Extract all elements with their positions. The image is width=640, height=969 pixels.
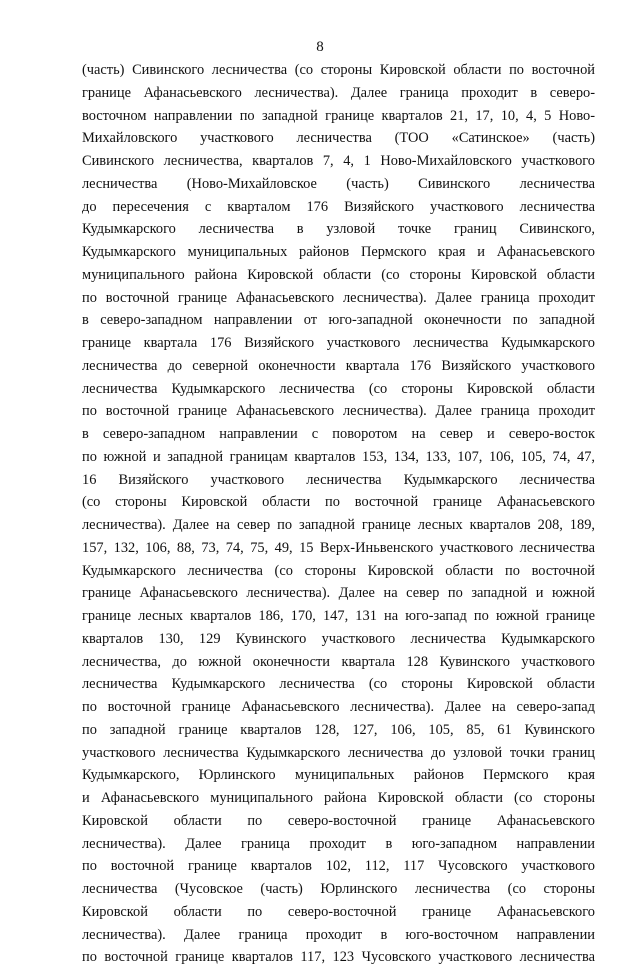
body-text	[82, 59, 595, 969]
text-line: лесничества (Ново-Михайловское (часть) Сивинского лесничества	[82, 175, 595, 192]
text-line: по восточной границе кварталов 102, 112, 117 Чусовского участкового	[82, 858, 595, 875]
text-line: по западной границе кварталов 128, 127, 106, 105, 85, 61 Кувинского	[82, 721, 595, 738]
text-line: лесничества). Далее на север по западной границе лесных кварталов 208, 189,	[82, 517, 595, 533]
text-line: лесничества, до южной оконечности квартала 128 Кувинского участкового	[82, 653, 595, 670]
text-line: муниципального района Кировской области (со стороны Кировской области	[82, 266, 595, 283]
text-line: Кудымкарского, Юрлинского муниципальных районов Пермского края	[82, 767, 595, 784]
text-line: лесничества Кудымкарского лесничества (со стороны Кировской области	[82, 676, 595, 693]
text-line: восточном направлении по западной границе кварталов 21, 17, 10, 4, 5 Ново-	[82, 107, 595, 124]
page-number: 8	[316, 39, 324, 55]
text-line: лесничества Кудымкарского лесничества (со стороны Кировской области	[82, 380, 595, 397]
text-line: по восточной границе Афанасьевского лесничества). Далее граница проходит	[82, 289, 595, 306]
text-line: Кировской области по северо-восточной границе Афанасьевского	[82, 812, 595, 829]
text-line: по южной и западной границам кварталов 153, 134, 133, 107, 106, 105, 74, 47,	[82, 448, 595, 465]
text-line: (часть) Сивинского лесничества (со стороны Кировской области по восточной	[82, 62, 595, 78]
text-line: границе Афанасьевского лесничества). Далее граница проходит в северо-	[82, 84, 595, 101]
text-line: Кудымкарского лесничества (со стороны Кировской области по восточной	[82, 562, 595, 579]
text-line: по восточной границе кварталов 117, 123 Чусовского участкового лесничества	[82, 949, 595, 966]
text-line: границе лесных кварталов 186, 170, 147, 131 на юго-запад по южной границе	[82, 608, 595, 624]
text-line: Михайловского участкового лесничества (ТОО «Сатинское» (часть)	[82, 130, 595, 147]
text-line: 16 Визяйского участкового лесничества Кудымкарского лесничества	[82, 471, 595, 488]
text-line: по восточной границе Афанасьевского лесничества). Далее на северо-запад	[82, 699, 595, 715]
text-line: Кудымкарского лесничества в узловой точке границ Сивинского,	[82, 221, 595, 238]
text-line: в северо-западном направлении с поворотом на север и северо-восток	[82, 426, 595, 442]
text-line: 157, 132, 106, 88, 73, 74, 75, 49, 15 Верх-Иньвенского участкового лесничества	[82, 539, 595, 556]
text-line: Кировской области по северо-восточной границе Афанасьевского	[82, 903, 595, 920]
text-line: Сивинского лесничества, кварталов 7, 4, 1 Ново-Михайловского участкового	[82, 153, 595, 169]
text-line: и Афанасьевского муниципального района Кировской области (со стороны	[82, 790, 595, 806]
text-line: до пересечения с кварталом 176 Визяйского участкового лесничества	[82, 198, 595, 215]
text-line: в северо-западном направлении от юго-западной оконечности по западной	[82, 312, 595, 329]
text-line: лесничества). Далее граница проходит в юго-западном направлении	[82, 835, 595, 852]
text-line: лесничества до северной оконечности квартала 176 Визяйского участкового	[82, 357, 595, 374]
text-line: кварталов 130, 129 Кувинского участкового лесничества Кудымкарского	[82, 630, 595, 647]
text-line: участкового лесничества Кудымкарского лесничества до узловой точки границ	[82, 744, 595, 761]
text-line: по восточной границе Афанасьевского лесничества). Далее граница проходит	[82, 403, 595, 420]
text-line: границе Афанасьевского лесничества). Далее на север по западной и южной	[82, 585, 595, 602]
text-line: Кудымкарского муниципальных районов Пермского края и Афанасьевского	[82, 244, 595, 260]
text-line: границе квартала 176 Визяйского участкового лесничества Кудымкарского	[82, 335, 595, 351]
text-line: лесничества (Чусовское (часть) Юрлинского лесничества (со стороны	[82, 881, 595, 897]
text-line: (со стороны Кировской области по восточной границе Афанасьевского	[82, 494, 595, 511]
text-line: лесничества). Далее граница проходит в юго-восточном направлении	[82, 926, 595, 943]
